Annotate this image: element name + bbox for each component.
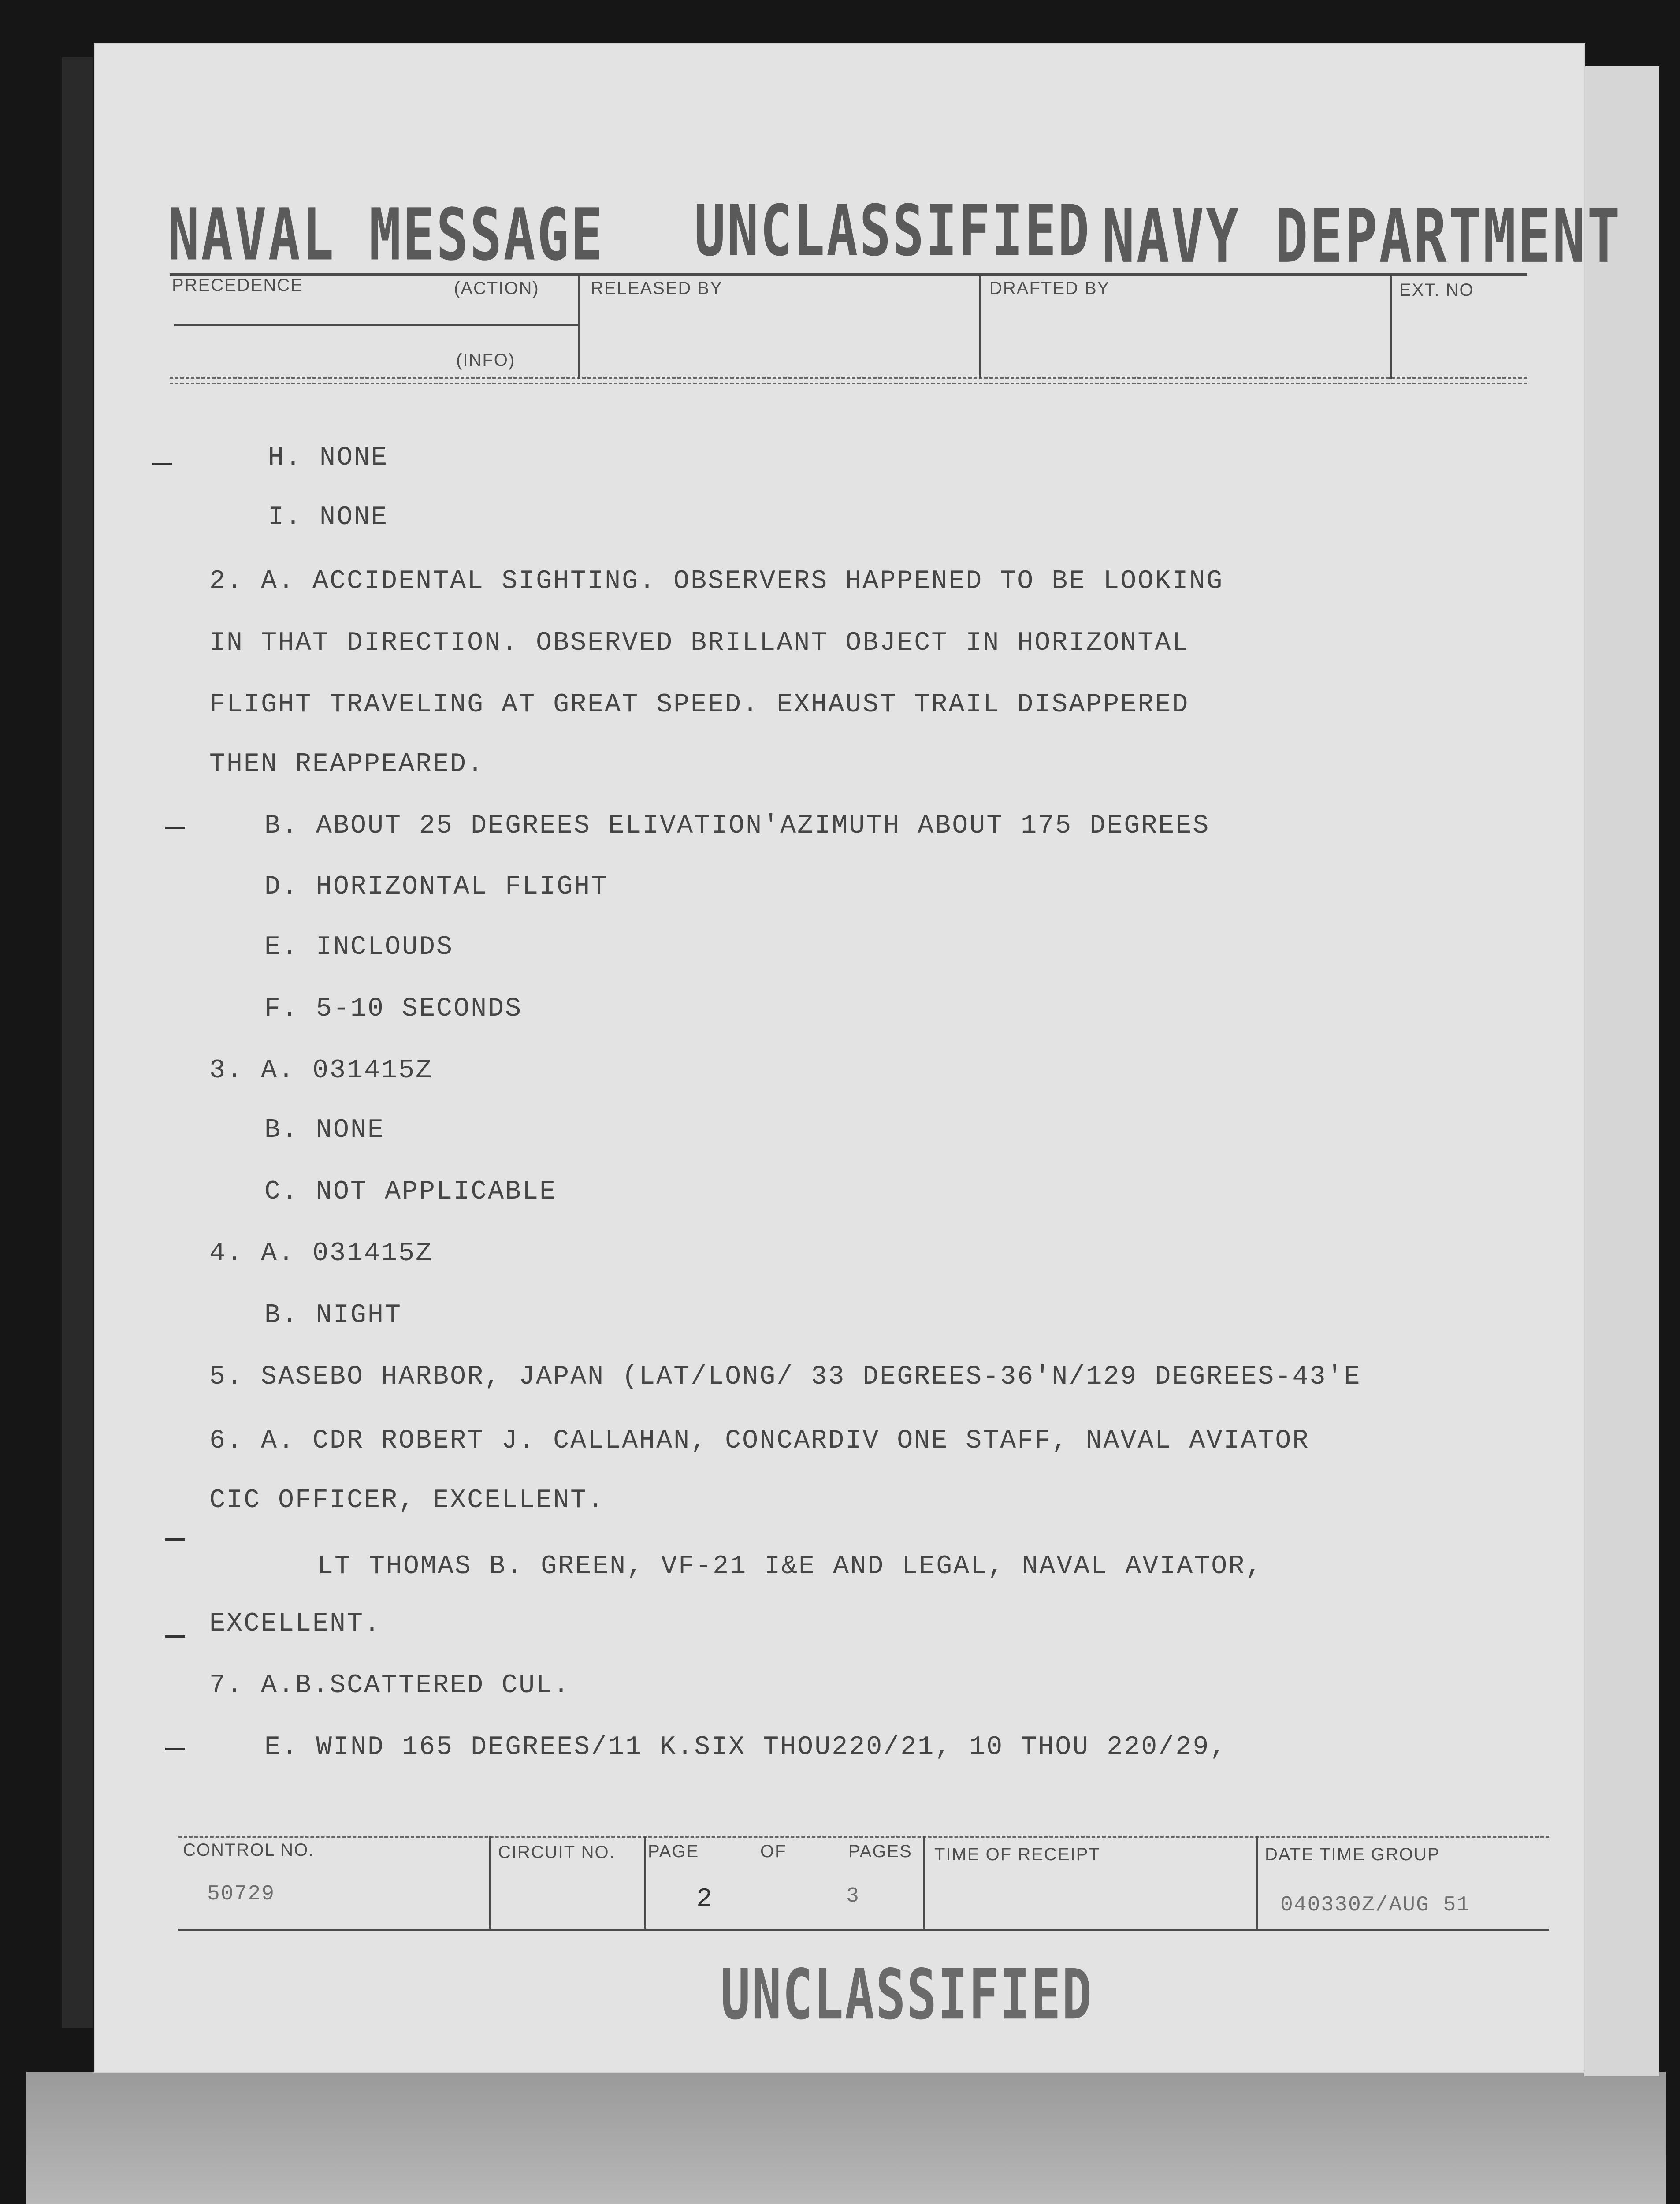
message-line: 6. A. CDR ROBERT J. CALLAHAN, CONCARDIV ONE STAFF, NAVAL AVIATOR (209, 1426, 1310, 1456)
message-line: IN THAT DIRECTION. OBSERVED BRILLANT OBJECT IN HORIZONTAL (209, 628, 1189, 658)
message-line: E. WIND 165 DEGREES/11 K.SIX THOU220/21, 10 THOU 220/29, (264, 1732, 1227, 1762)
margin-tick (165, 826, 185, 829)
message-line: 3. A. 031415Z (209, 1056, 433, 1086)
header-top-rule (170, 273, 1527, 276)
pages-label: PAGES (848, 1842, 912, 1861)
header-divider-2 (979, 273, 981, 379)
message-line: D. HORIZONTAL FLIGHT (264, 872, 609, 902)
footer-divider-2 (644, 1836, 646, 1929)
header-bottom-rule-2 (170, 383, 1527, 384)
page-value: 2 (696, 1884, 714, 1914)
circuit-no-label: CIRCUIT NO. (498, 1843, 615, 1862)
control-no-value: 50729 (207, 1882, 275, 1906)
form-title-navy-department: NAVY DEPARTMENT (1102, 194, 1622, 280)
precedence-label: PRECEDENCE (172, 276, 303, 295)
footer-divider-3 (923, 1836, 925, 1929)
margin-tick (165, 1538, 185, 1541)
precedence-divider (174, 324, 580, 326)
info-label: (INFO) (456, 350, 516, 370)
document-shadow-edge (62, 57, 93, 2028)
date-time-group-label: DATE TIME GROUP (1265, 1845, 1440, 1864)
margin-tick (152, 463, 172, 465)
header-divider-1 (578, 273, 580, 379)
message-line: LT THOMAS B. GREEN, VF-21 I&E AND LEGAL, NAVAL AVIATOR, (317, 1552, 1263, 1582)
ext-no-label: EXT. NO (1399, 280, 1474, 300)
footer-divider-4 (1256, 1836, 1258, 1929)
message-line: FLIGHT TRAVELING AT GREAT SPEED. EXHAUST TRAIL DISAPPERED (209, 690, 1189, 720)
message-line: E. INCLOUDS (264, 932, 454, 962)
message-line: CIC OFFICER, EXCELLENT. (209, 1485, 605, 1515)
scanner-bed-lower (26, 2072, 1666, 2204)
action-label: (ACTION) (454, 279, 539, 298)
header-divider-3 (1390, 273, 1392, 379)
message-line: 4. A. 031415Z (209, 1239, 433, 1269)
footer-divider-1 (489, 1836, 491, 1929)
header-bottom-rule (170, 377, 1527, 379)
classification-header: UNCLASSIFIED (694, 190, 1091, 272)
message-line: I. NONE (268, 503, 389, 532)
margin-tick (165, 1748, 185, 1750)
message-line: B. NONE (264, 1115, 385, 1145)
page-label: PAGE (648, 1842, 699, 1861)
released-by-label: RELEASED BY (591, 279, 723, 298)
message-line: C. NOT APPLICABLE (264, 1177, 557, 1207)
message-line: F. 5-10 SECONDS (264, 994, 523, 1024)
of-label: OF (760, 1842, 787, 1861)
control-no-label: CONTROL NO. (183, 1840, 315, 1860)
message-line: B. ABOUT 25 DEGREES ELIVATION'AZIMUTH ABOUT 175 DEGREES (264, 811, 1210, 841)
message-line: THEN REAPPEARED. (209, 749, 485, 779)
message-line: 2. A. ACCIDENTAL SIGHTING. OBSERVERS HAPPENED TO BE LOOKING (209, 566, 1224, 596)
of-pages-value: 3 (846, 1884, 860, 1908)
document-right-edge (1584, 66, 1659, 2076)
footer-bottom-rule (178, 1928, 1549, 1931)
footer-top-rule (178, 1836, 1549, 1838)
drafted-by-label: DRAFTED BY (989, 279, 1110, 298)
message-line: 5. SASEBO HARBOR, JAPAN (LAT/LONG/ 33 DEGREES-36'N/129 DEGREES-43'E (209, 1362, 1361, 1392)
message-line: 7. A.B.SCATTERED CUL. (209, 1671, 571, 1701)
message-line: B. NIGHT (264, 1300, 402, 1330)
message-line: EXCELLENT. (209, 1609, 382, 1639)
form-title-naval-message: NAVAL MESSAGE (167, 194, 605, 277)
message-line: H. NONE (268, 443, 389, 473)
classification-footer: UNCLASSIFIED (721, 1955, 1093, 2035)
date-time-group-value: 040330Z/AUG 51 (1280, 1893, 1471, 1917)
time-of-receipt-label: TIME OF RECEIPT (934, 1845, 1100, 1864)
margin-tick (165, 1635, 185, 1638)
